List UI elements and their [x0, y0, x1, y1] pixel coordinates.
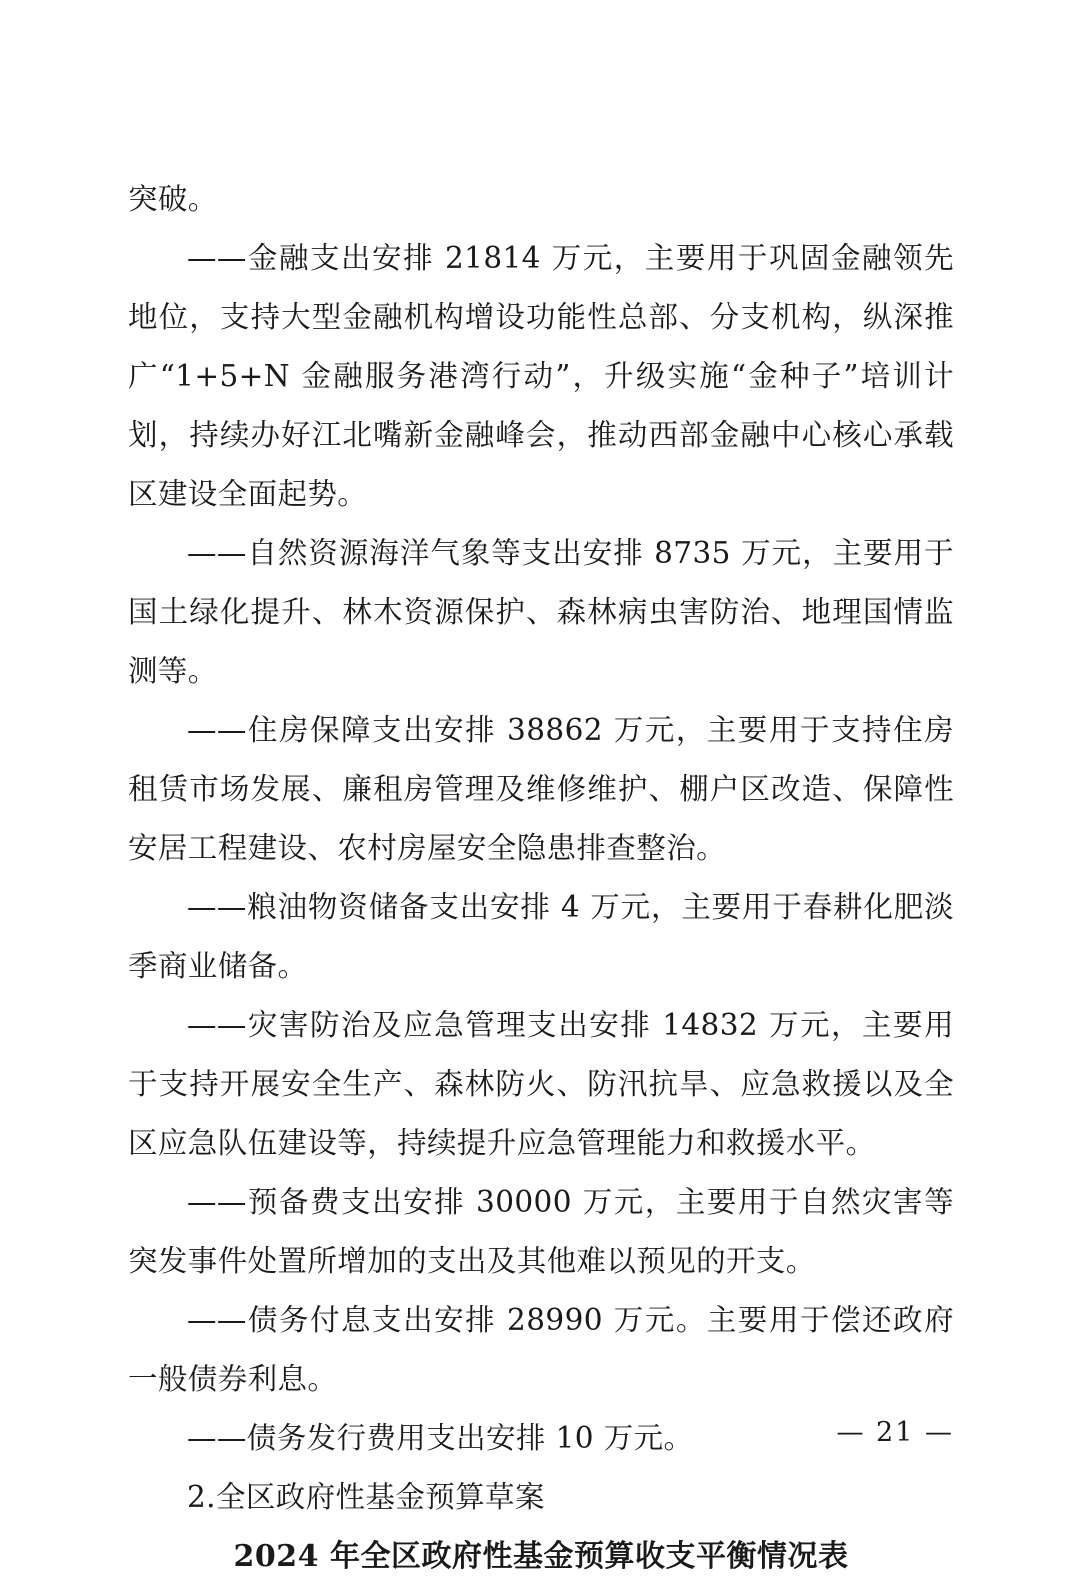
page-number: — 21 — — [836, 1417, 954, 1448]
paragraph: ——灾害防治及应急管理支出安排 14832 万元，主要用于支持开展安全生产、森林防火、防汛抗旱、应急救援以及全区应急队伍建设等，持续提升应急管理能力和救援水平。 — [128, 1008, 954, 1160]
paragraph: ——粮油物资储备支出安排 4 万元，主要用于春耕化肥淡季商业储备。 — [128, 890, 954, 983]
section-heading: 2.全区政府性基金预算草案 — [187, 1480, 545, 1514]
paragraph: 突破。 — [128, 182, 218, 216]
paragraph: ——债务付息支出安排 28990 万元。主要用于偿还政府一般债券利息。 — [128, 1303, 954, 1396]
document-body — [128, 170, 954, 1586]
paragraph: ——自然资源海洋气象等支出安排 8735 万元，主要用于国土绿化提升、林木资源保护、森林病虫害防治、地理国情监测等。 — [128, 536, 954, 688]
paragraph: ——金融支出安排 21814 万元，主要用于巩固金融领先地位，支持大型金融机构增设功能性总部、分支机构，纵深推广“1+5+N 金融服务港湾行动”，升级实施“金种子”培训计划，持续办好江北嘴新金融峰会，推动西部金融中心核心承载区建设全面起势。 — [128, 241, 954, 511]
paragraph: ——债务发行费用支出安排 10 万元。 — [187, 1421, 694, 1455]
paragraph: ——预备费支出安排 30000 万元，主要用于自然灾害等突发事件处置所增加的支出及其他难以预见的开支。 — [128, 1185, 954, 1278]
table-title: 2024 年全区政府性基金预算收支平衡情况表 — [233, 1539, 849, 1574]
paragraph: ——住房保障支出安排 38862 万元，主要用于支持住房租赁市场发展、廉租房管理及维修维护、棚户区改造、保障性安居工程建设、农村房屋安全隐患排查整治。 — [128, 713, 954, 865]
